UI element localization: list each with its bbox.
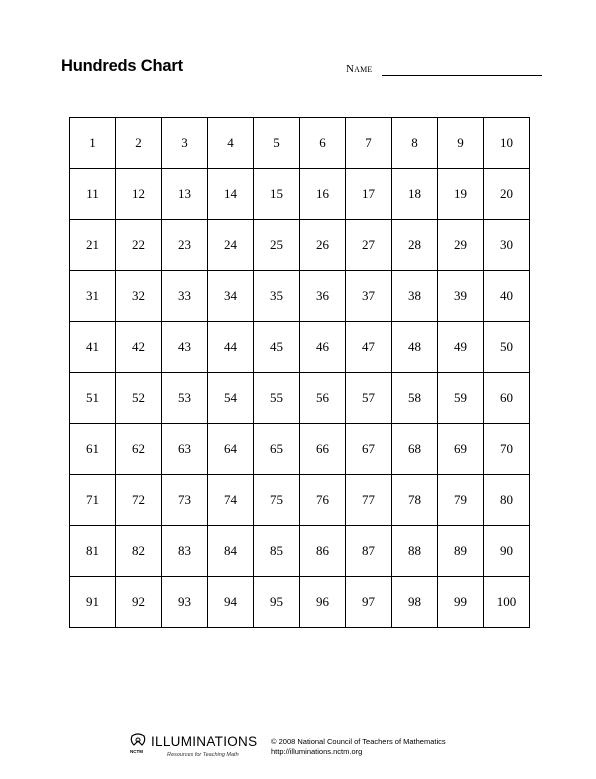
grid-cell: 40 [484,271,530,322]
grid-cell: 2 [116,118,162,169]
grid-row [70,118,530,169]
grid-cell: 15 [254,169,300,220]
grid-cell: 23 [162,220,208,271]
grid-cell: 13 [162,169,208,220]
grid-cell: 20 [484,169,530,220]
grid-cell: 49 [438,322,484,373]
grid-row [70,220,530,271]
grid-cell: 43 [162,322,208,373]
grid-cell: 82 [116,526,162,577]
nctm-label: NCTM [130,749,143,754]
grid-cell: 54 [208,373,254,424]
grid-cell: 91 [70,577,116,628]
grid-cell: 89 [438,526,484,577]
grid-cell: 80 [484,475,530,526]
grid-cell: 64 [208,424,254,475]
grid-cell: 67 [346,424,392,475]
grid-cell: 3 [162,118,208,169]
grid-cell: 100 [484,577,530,628]
grid-cell: 75 [254,475,300,526]
grid-cell: 38 [392,271,438,322]
grid-cell: 68 [392,424,438,475]
grid-cell: 56 [300,373,346,424]
grid-cell: 52 [116,373,162,424]
grid-cell: 98 [392,577,438,628]
grid-cell: 12 [116,169,162,220]
grid-cell: 9 [438,118,484,169]
grid-cell: 25 [254,220,300,271]
grid-cell: 16 [300,169,346,220]
grid-cell: 59 [438,373,484,424]
grid-cell: 84 [208,526,254,577]
grid-cell: 6 [300,118,346,169]
grid-row [70,424,530,475]
grid-cell: 99 [438,577,484,628]
logo-wordmark: ILLUMINATIONS [151,734,258,749]
copyright-text: © 2008 National Council of Teachers of Mathematics [271,737,446,746]
illuminations-logo [129,733,261,763]
grid-cell: 44 [208,322,254,373]
grid-cell: 11 [70,169,116,220]
grid-cell: 57 [346,373,392,424]
hundreds-grid [69,117,530,628]
grid-cell: 53 [162,373,208,424]
grid-cell: 19 [438,169,484,220]
grid-cell: 65 [254,424,300,475]
grid-cell: 73 [162,475,208,526]
grid-row [70,475,530,526]
grid-cell: 17 [346,169,392,220]
grid-cell: 69 [438,424,484,475]
grid-cell: 32 [116,271,162,322]
grid-cell: 79 [438,475,484,526]
grid-cell: 78 [392,475,438,526]
grid-cell: 88 [392,526,438,577]
grid-cell: 95 [254,577,300,628]
grid-row [70,526,530,577]
grid-cell: 72 [116,475,162,526]
grid-cell: 29 [438,220,484,271]
grid-cell: 76 [300,475,346,526]
grid-cell: 94 [208,577,254,628]
grid-cell: 50 [484,322,530,373]
grid-cell: 63 [162,424,208,475]
logo-tagline: Resources for Teaching Math [167,752,239,758]
name-label: Name [346,63,373,75]
grid-cell: 66 [300,424,346,475]
grid-row [70,271,530,322]
grid-cell: 46 [300,322,346,373]
grid-cell: 30 [484,220,530,271]
grid-row [70,373,530,424]
grid-cell: 51 [70,373,116,424]
grid-cell: 42 [116,322,162,373]
grid-cell: 10 [484,118,530,169]
grid-cell: 47 [346,322,392,373]
grid-cell: 48 [392,322,438,373]
grid-cell: 74 [208,475,254,526]
grid-cell: 33 [162,271,208,322]
grid-cell: 31 [70,271,116,322]
grid-cell: 36 [300,271,346,322]
grid-cell: 45 [254,322,300,373]
grid-cell: 97 [346,577,392,628]
grid-cell: 34 [208,271,254,322]
grid-cell: 70 [484,424,530,475]
grid-cell: 58 [392,373,438,424]
grid-cell: 85 [254,526,300,577]
grid-cell: 96 [300,577,346,628]
grid-cell: 7 [346,118,392,169]
grid-cell: 4 [208,118,254,169]
grid-cell: 55 [254,373,300,424]
grid-cell: 21 [70,220,116,271]
grid-cell: 81 [70,526,116,577]
grid-cell: 60 [484,373,530,424]
grid-row [70,577,530,628]
grid-row [70,169,530,220]
grid-cell: 71 [70,475,116,526]
grid-cell: 14 [208,169,254,220]
grid-cell: 8 [392,118,438,169]
grid-cell: 28 [392,220,438,271]
grid-cell: 90 [484,526,530,577]
grid-cell: 26 [300,220,346,271]
grid-cell: 61 [70,424,116,475]
grid-cell: 39 [438,271,484,322]
grid-cell: 87 [346,526,392,577]
grid-cell: 41 [70,322,116,373]
grid-row [70,322,530,373]
grid-cell: 37 [346,271,392,322]
grid-cell: 92 [116,577,162,628]
grid-cell: 86 [300,526,346,577]
grid-cell: 22 [116,220,162,271]
grid-cell: 18 [392,169,438,220]
grid-cell: 83 [162,526,208,577]
grid-cell: 93 [162,577,208,628]
grid-cell: 27 [346,220,392,271]
grid-cell: 77 [346,475,392,526]
footer-url: http://illuminations.nctm.org [271,747,363,756]
page-title: Hundreds Chart [61,57,183,75]
copyright-block [271,737,446,757]
grid-cell: 1 [70,118,116,169]
grid-cell: 35 [254,271,300,322]
grid-cell: 24 [208,220,254,271]
grid-cell: 62 [116,424,162,475]
grid-cell: 5 [254,118,300,169]
name-blank-line [382,75,542,76]
